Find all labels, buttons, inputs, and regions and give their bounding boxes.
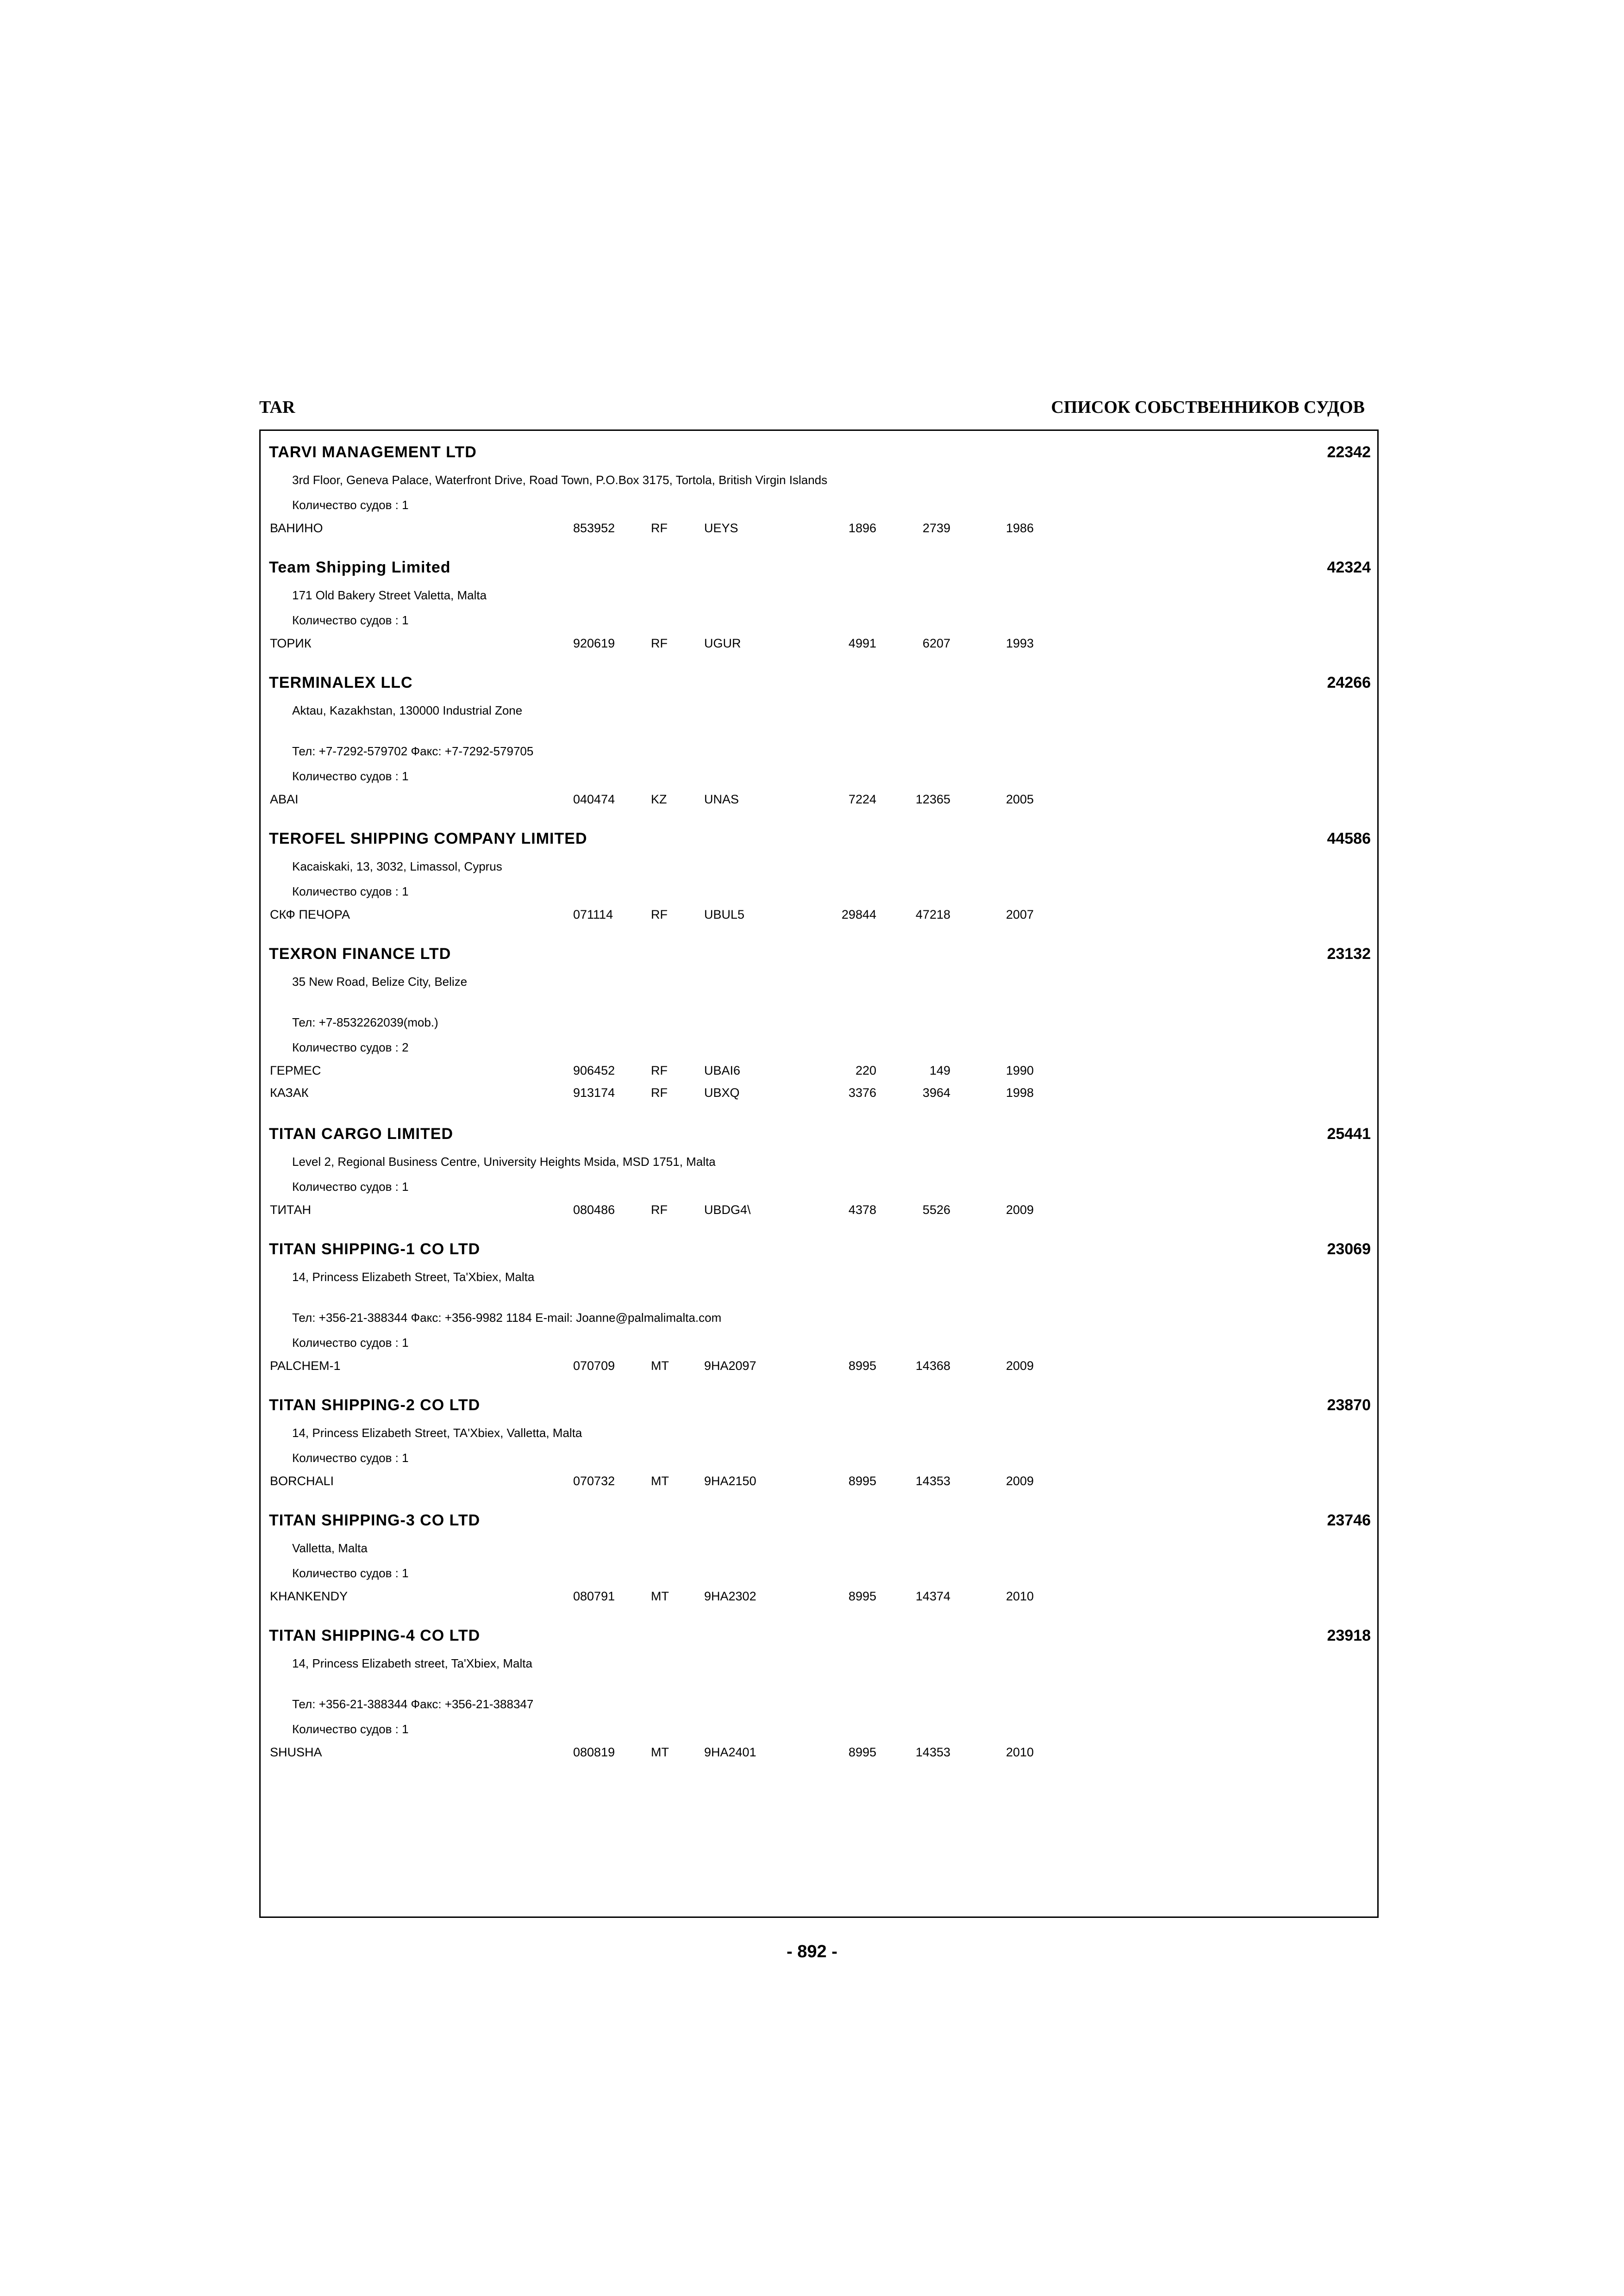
ship-callsign: UBXQ bbox=[704, 1086, 740, 1100]
ship-gross-tonnage: 8995 bbox=[848, 1745, 876, 1759]
ship-deadweight: 149 bbox=[929, 1064, 950, 1077]
ship-flag: MT bbox=[651, 1589, 669, 1603]
ship-deadweight: 14353 bbox=[915, 1474, 950, 1488]
ship-count: Количество судов : 1 bbox=[292, 1180, 409, 1194]
ship-number: 040474 bbox=[573, 792, 615, 806]
ship-year: 2009 bbox=[1006, 1474, 1034, 1488]
running-header-title: СПИСОК СОБСТВЕННИКОВ СУДОВ bbox=[1051, 398, 1365, 417]
ship-flag: RF bbox=[651, 636, 668, 650]
owner-name: TITAN SHIPPING-4 CO LTD bbox=[269, 1627, 481, 1644]
ship-callsign: UEYS bbox=[704, 521, 738, 535]
ship-name: КАЗАК bbox=[270, 1086, 309, 1100]
ship-number: 080819 bbox=[573, 1745, 615, 1759]
ship-row bbox=[261, 634, 1377, 656]
ship-row bbox=[261, 790, 1377, 812]
ship-gross-tonnage: 1896 bbox=[848, 521, 876, 535]
owner-entry bbox=[261, 1510, 1377, 1609]
ship-gross-tonnage: 7224 bbox=[848, 792, 876, 806]
ship-row bbox=[261, 1472, 1377, 1494]
ship-year: 2010 bbox=[1006, 1745, 1034, 1759]
ship-flag: RF bbox=[651, 521, 668, 535]
ship-callsign: UBAI6 bbox=[704, 1064, 741, 1077]
owner-entry bbox=[261, 672, 1377, 812]
ship-year: 1998 bbox=[1006, 1086, 1034, 1100]
ship-name: KHANKENDY bbox=[270, 1589, 348, 1603]
ship-flag: MT bbox=[651, 1745, 669, 1759]
ship-row bbox=[261, 1587, 1377, 1609]
owner-name: TITAN SHIPPING-3 CO LTD bbox=[269, 1512, 481, 1529]
ship-callsign: UNAS bbox=[704, 792, 739, 806]
ship-flag: KZ bbox=[651, 792, 667, 806]
owner-address: 14, Princess Elizabeth Street, Ta'Xbiex, Malta bbox=[292, 1270, 535, 1284]
ship-deadweight: 2739 bbox=[922, 521, 950, 535]
ship-deadweight: 12365 bbox=[915, 792, 950, 806]
owner-address: Level 2, Regional Business Centre, University Heights Msida, MSD 1751, Malta bbox=[292, 1155, 716, 1169]
ship-callsign: UBDG4\ bbox=[704, 1203, 751, 1217]
ship-gross-tonnage: 8995 bbox=[848, 1359, 876, 1373]
ship-name: ABAI bbox=[270, 792, 299, 806]
owner-address: 171 Old Bakery Street Valetta, Malta bbox=[292, 588, 487, 602]
owner-id: 23870 bbox=[1327, 1396, 1371, 1414]
owner-address: 3rd Floor, Geneva Palace, Waterfront Drive, Road Town, P.O.Box 3175, Tortola, British Virgin Islands bbox=[292, 473, 828, 487]
ship-callsign: UBUL5 bbox=[704, 908, 745, 921]
owner-id: 23132 bbox=[1327, 945, 1371, 963]
ship-deadweight: 5526 bbox=[922, 1203, 950, 1217]
owner-entry bbox=[261, 557, 1377, 656]
ship-row bbox=[261, 905, 1377, 927]
ship-count: Количество судов : 1 bbox=[292, 1336, 409, 1350]
ship-gross-tonnage: 3376 bbox=[848, 1086, 876, 1100]
owner-contact: Тел: +356-21-388344 Факс: +356-21-388347 bbox=[292, 1697, 534, 1711]
ship-year: 2007 bbox=[1006, 908, 1034, 921]
owner-entry bbox=[261, 1239, 1377, 1379]
ship-row bbox=[261, 1743, 1377, 1765]
owner-id: 23746 bbox=[1327, 1512, 1371, 1529]
ship-callsign: 9HA2401 bbox=[704, 1745, 756, 1759]
ship-year: 2005 bbox=[1006, 792, 1034, 806]
ship-count: Количество судов : 1 bbox=[292, 769, 409, 783]
ship-row bbox=[261, 519, 1377, 541]
ship-count: Количество судов : 1 bbox=[292, 1566, 409, 1580]
ship-name: SHUSHA bbox=[270, 1745, 322, 1759]
ship-row bbox=[261, 1061, 1377, 1083]
owner-id: 23069 bbox=[1327, 1240, 1371, 1258]
ship-number: 920619 bbox=[573, 636, 615, 650]
ship-name: ТИТАН bbox=[270, 1203, 312, 1217]
owner-name: TARVI MANAGEMENT LTD bbox=[269, 443, 477, 461]
ship-deadweight: 14374 bbox=[915, 1589, 950, 1603]
ship-number: 913174 bbox=[573, 1086, 615, 1100]
owner-id: 44586 bbox=[1327, 830, 1371, 847]
running-header-letters: TAR bbox=[259, 398, 295, 417]
ship-gross-tonnage: 4991 bbox=[848, 636, 876, 650]
ship-count: Количество судов : 1 bbox=[292, 884, 409, 898]
owner-id: 23918 bbox=[1327, 1627, 1371, 1644]
ship-count: Количество судов : 1 bbox=[292, 613, 409, 627]
owner-address: Valletta, Malta bbox=[292, 1541, 368, 1555]
ship-year: 1990 bbox=[1006, 1064, 1034, 1077]
owner-entry bbox=[261, 1625, 1377, 1765]
owner-entry bbox=[261, 1124, 1377, 1223]
ship-deadweight: 14353 bbox=[915, 1745, 950, 1759]
ship-count: Количество судов : 1 bbox=[292, 498, 409, 512]
owner-name: TEXRON FINANCE LTD bbox=[269, 945, 451, 963]
owner-contact: Тел: +356-21-388344 Факс: +356-9982 1184 E-mail: Joanne@palmalimalta.com bbox=[292, 1311, 722, 1325]
ship-year: 2009 bbox=[1006, 1359, 1034, 1373]
owner-name: TERMINALEX LLC bbox=[269, 674, 413, 691]
owner-address: 14, Princess Elizabeth street, Ta'Xbiex, Malta bbox=[292, 1656, 532, 1670]
owner-list-frame bbox=[259, 429, 1379, 1918]
owner-id: 42324 bbox=[1327, 559, 1371, 576]
ship-gross-tonnage: 220 bbox=[855, 1064, 876, 1077]
ship-number: 080791 bbox=[573, 1589, 615, 1603]
ship-count: Количество судов : 1 bbox=[292, 1722, 409, 1736]
ship-year: 2010 bbox=[1006, 1589, 1034, 1603]
ship-name: ТОРИК bbox=[270, 636, 312, 650]
ship-count: Количество судов : 1 bbox=[292, 1451, 409, 1465]
ship-gross-tonnage: 8995 bbox=[848, 1474, 876, 1488]
owner-name: TITAN CARGO LIMITED bbox=[269, 1125, 453, 1143]
ship-flag: RF bbox=[651, 1064, 668, 1077]
owner-name: TITAN SHIPPING-2 CO LTD bbox=[269, 1396, 481, 1414]
ship-flag: MT bbox=[651, 1359, 669, 1373]
ship-flag: MT bbox=[651, 1474, 669, 1488]
owner-contact: Тел: +7-7292-579702 Факс: +7-7292-579705 bbox=[292, 744, 534, 758]
ship-number: 906452 bbox=[573, 1064, 615, 1077]
ship-row bbox=[261, 1356, 1377, 1379]
ship-year: 2009 bbox=[1006, 1203, 1034, 1217]
ship-callsign: UGUR bbox=[704, 636, 741, 650]
ship-callsign: 9HA2097 bbox=[704, 1359, 756, 1373]
ship-number: 071114 bbox=[573, 908, 613, 921]
owner-address: 14, Princess Elizabeth Street, TA'Xbiex, Valletta, Malta bbox=[292, 1426, 582, 1440]
owner-address: Aktau, Kazakhstan, 130000 Industrial Zone bbox=[292, 703, 523, 717]
ship-gross-tonnage: 8995 bbox=[848, 1589, 876, 1603]
ship-deadweight: 47218 bbox=[915, 908, 950, 921]
ship-row bbox=[261, 1201, 1377, 1223]
ship-count: Количество судов : 2 bbox=[292, 1040, 409, 1054]
ship-gross-tonnage: 4378 bbox=[848, 1203, 876, 1217]
owner-name: Team Shipping Limited bbox=[269, 559, 451, 576]
owner-id: 25441 bbox=[1327, 1125, 1371, 1143]
owner-entry bbox=[261, 442, 1377, 541]
ship-year: 1993 bbox=[1006, 636, 1034, 650]
ship-callsign: 9HA2150 bbox=[704, 1474, 756, 1488]
owner-id: 24266 bbox=[1327, 674, 1371, 691]
ship-name: ГЕРМЕС bbox=[270, 1064, 321, 1077]
ship-number: 070732 bbox=[573, 1474, 615, 1488]
ship-name: BORCHALI bbox=[270, 1474, 334, 1488]
owner-entry bbox=[261, 944, 1377, 1108]
ship-year: 1986 bbox=[1006, 521, 1034, 535]
owner-entry bbox=[261, 1395, 1377, 1494]
owner-name: TITAN SHIPPING-1 CO LTD bbox=[269, 1240, 481, 1258]
owner-address: Kacaiskaki, 13, 3032, Limassol, Cyprus bbox=[292, 859, 502, 873]
ship-callsign: 9HA2302 bbox=[704, 1589, 756, 1603]
owner-name: TEROFEL SHIPPING COMPANY LIMITED bbox=[269, 830, 587, 847]
ship-number: 070709 bbox=[573, 1359, 615, 1373]
page-number: - 892 - bbox=[787, 1942, 837, 1961]
ship-deadweight: 6207 bbox=[922, 636, 950, 650]
ship-flag: RF bbox=[651, 1203, 668, 1217]
ship-number: 853952 bbox=[573, 521, 615, 535]
ship-flag: RF bbox=[651, 908, 668, 921]
owner-contact: Тел: +7-8532262039(mob.) bbox=[292, 1015, 438, 1029]
ship-deadweight: 14368 bbox=[915, 1359, 950, 1373]
ship-name: СКФ ПЕЧОРА bbox=[270, 908, 350, 921]
ship-name: PALCHEM-1 bbox=[270, 1359, 341, 1373]
ship-name: ВАНИНО bbox=[270, 521, 323, 535]
ship-gross-tonnage: 29844 bbox=[841, 908, 876, 921]
ship-number: 080486 bbox=[573, 1203, 615, 1217]
owner-address: 35 New Road, Belize City, Belize bbox=[292, 975, 468, 989]
ship-row bbox=[261, 1083, 1377, 1108]
owner-entry bbox=[261, 828, 1377, 927]
owner-id: 22342 bbox=[1327, 443, 1371, 461]
ship-flag: RF bbox=[651, 1086, 668, 1100]
ship-deadweight: 3964 bbox=[922, 1086, 950, 1100]
